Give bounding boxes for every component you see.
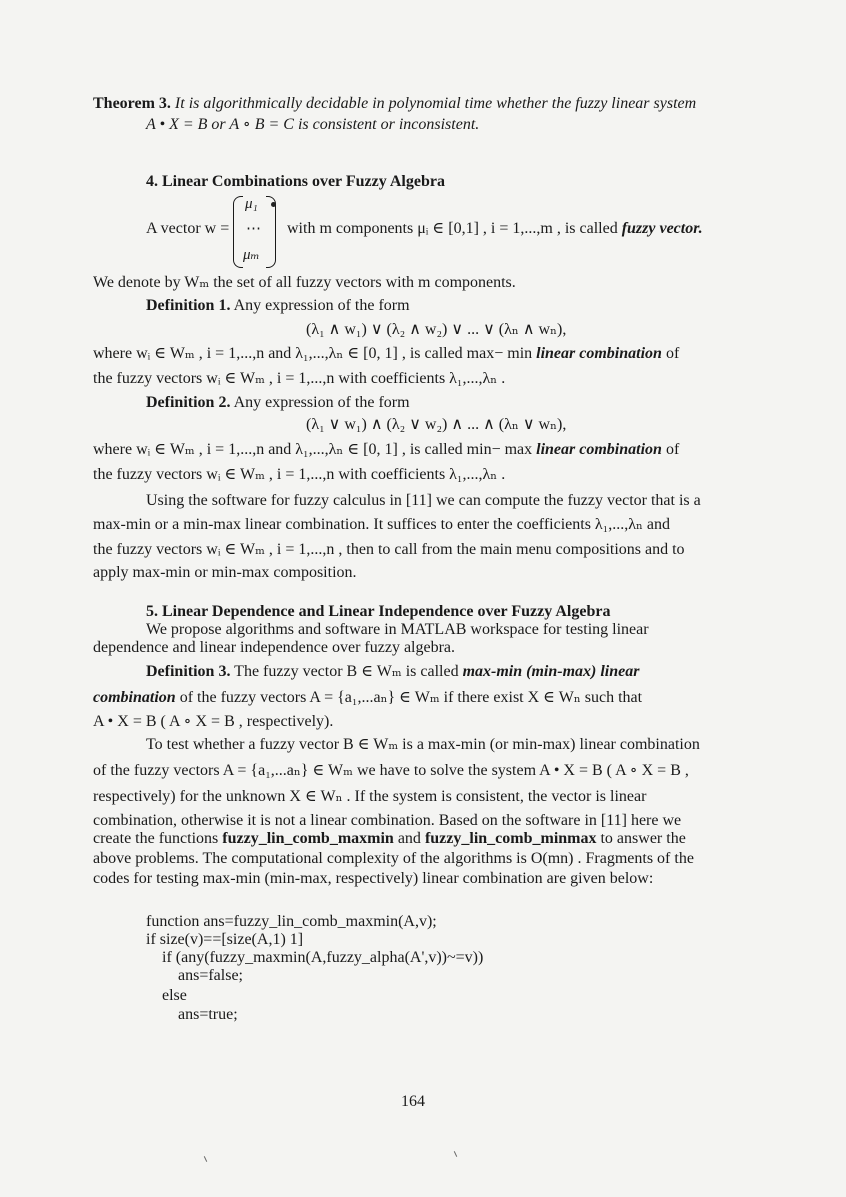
software-paragraph-line-4: apply max-min or min-max composition. [93,564,357,581]
scan-artifact [204,1156,207,1162]
theorem-line-2: A • X = B or A ∘ B = C is consistent or inconsistent. [146,116,480,133]
test-paragraph-line-2: of the fuzzy vectors A = {a₁,...aₙ} ∈ Wₘ we have to solve the system A • X = B ( A ∘ X = B , [93,762,689,779]
vector-bottom-entry: μₘ [243,247,260,263]
definition-3: Definition 3. The fuzzy vector B ∈ Wₘ is called max-min (min-max) linear [146,663,640,680]
software-paragraph-line-2: max-min or a min-max linear combination. It suffices to enter the coefficients λ₁,...,λₙ and [93,516,671,533]
definition-2-formula: (λ₁ ∨ w₁) ∧ (λ₂ ∨ w₂) ∧ ... ∧ (λₙ ∨ wₙ), [306,416,567,433]
page-number: 164 [401,1093,425,1110]
test-paragraph-line-7: codes for testing max-min (min-max, respectively) linear combination are given below: [93,870,654,887]
test-paragraph-line-3: respectively) for the unknown X ∈ Wₙ . If the system is consistent, the vector is linear [93,788,647,805]
left-bracket [233,196,243,268]
code-line: if size(v)==[size(A,1) 1] [146,931,304,948]
definition-1-line-3: the fuzzy vectors wᵢ ∈ Wₘ , i = 1,...,n with coefficients λ₁,...,λₙ . [93,370,506,387]
code-line: if (any(fuzzy_maxmin(A,fuzzy_alpha(A',v))~=v)) [146,949,484,966]
section-5-heading: 5. Linear Dependence and Linear Independence over Fuzzy Algebra [146,603,611,620]
definition-1-where: where wᵢ ∈ Wₘ , i = 1,...,n and λ₁,...,λₙ ∈ [0, 1] , is called max− min linear combination of [93,345,680,362]
vector-mid-entry: ⋯ [246,221,261,237]
section-5-line-1: We propose algorithms and software in MATLAB workspace for testing linear [146,621,649,638]
definition-1-formula: (λ₁ ∧ w₁) ∨ (λ₂ ∧ w₂) ∨ ... ∨ (λₙ ∧ wₙ), [306,321,567,338]
section-4-heading: 4. Linear Combinations over Fuzzy Algebra [146,173,445,190]
definition-2-line-3: the fuzzy vectors wᵢ ∈ Wₘ , i = 1,...,n with coefficients λ₁,...,λₙ . [93,466,506,483]
theorem-text: It is algorithmically decidable in polynomial time whether the fuzzy linear system [174,95,697,112]
theorem-3 [93,94,696,114]
definition-2: Definition 2. Any expression of the form [146,394,410,411]
denote-line: We denote by Wₘ the set of all fuzzy vectors with m components. [93,274,516,291]
test-paragraph-line-4: combination, otherwise it is not a linear combination. Based on the software in [11] here we [93,812,682,829]
code-line: else [146,987,187,1004]
software-paragraph-line-3: the fuzzy vectors wᵢ ∈ Wₘ , i = 1,...,n , then to call from the main menu compositions and to [93,541,685,558]
fuzzy-vector-term: fuzzy vector. [621,220,703,237]
section-5-line-2: dependence and linear independence over fuzzy algebra. [93,639,456,656]
vector-prefix: A vector w = [146,220,230,237]
right-bracket [266,196,276,268]
theorem-label: Theorem 3. [93,95,171,112]
definition-3-line-2: combination of the fuzzy vectors A = {a₁,...aₙ} ∈ Wₘ if there exist X ∈ Wₙ such that [93,689,643,706]
software-paragraph-line-1: Using the software for fuzzy calculus in [11] we can compute the fuzzy vector that is a [146,492,701,509]
ink-dot [271,202,276,207]
scan-artifact [454,1151,457,1157]
vector-top-entry: μ₁ [245,196,258,212]
definition-2-where: where wᵢ ∈ Wₘ , i = 1,...,n and λ₁,...,λₙ ∈ [0, 1] , is called min− max linear combination of [93,441,680,458]
code-line: ans=true; [146,1006,238,1023]
code-line: function ans=fuzzy_lin_comb_maxmin(A,v); [146,913,437,930]
code-line: ans=false; [146,967,243,984]
test-paragraph-line-5: create the functions fuzzy_lin_comb_maxmin and fuzzy_lin_comb_minmax to answer the [93,830,686,847]
test-paragraph-line-1: To test whether a fuzzy vector B ∈ Wₘ is a max-min (or min-max) linear combination [146,736,700,753]
definition-3-line-3: A • X = B ( A ∘ X = B , respectively). [93,713,334,730]
definition-1: Definition 1. Any expression of the form [146,297,410,314]
test-paragraph-line-6: above problems. The computational complexity of the algorithms is O(mn) . Fragments of the [93,850,694,867]
vector-definition-text: with m components μᵢ ∈ [0,1] , i = 1,...,m , is called fuzzy vector. [287,220,703,237]
